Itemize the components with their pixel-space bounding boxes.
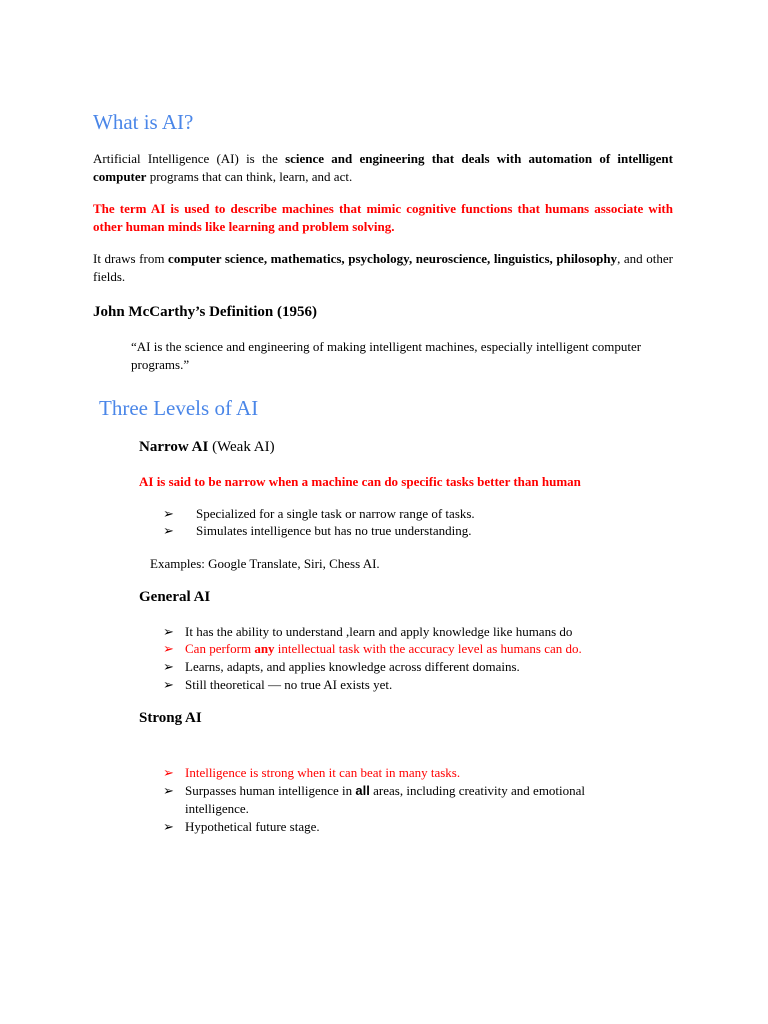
list-item xyxy=(163,782,663,818)
bullet-prefix: Can perform xyxy=(185,641,255,656)
list-item xyxy=(163,818,663,836)
bullet-bold: any xyxy=(254,641,275,656)
bullet-suffix: areas, including creativity and emotional intelligence. xyxy=(185,783,586,816)
definition-suffix: programs that can think, learn, and act. xyxy=(146,168,353,184)
bullet-prefix: Surpasses human intelligence in xyxy=(185,783,356,798)
general-ai-heading: General AI xyxy=(139,589,211,605)
section-title-what-is-ai: What is AI? xyxy=(93,110,194,134)
list-item-text: Still theoretical — no true AI exists yet. xyxy=(185,677,393,692)
definition-prefix: Artificial Intelligence (AI) is the xyxy=(93,151,286,166)
list-item xyxy=(163,676,663,694)
list-item xyxy=(163,505,663,523)
bullet-bold: all xyxy=(355,783,370,798)
ai-definition-paragraph xyxy=(93,150,673,185)
ai-fields-paragraph xyxy=(93,250,673,285)
narrow-ai-heading-bold: Narrow AI xyxy=(139,439,209,455)
list-item-text xyxy=(185,640,582,658)
list-item xyxy=(163,522,663,540)
arrow-bullet-icon: ➢ xyxy=(163,523,174,538)
narrow-ai-examples: Examples: Google Translate, Siri, Chess AI. xyxy=(150,556,380,571)
list-item xyxy=(163,623,663,641)
list-item-text: Simulates intelligence but has no true understanding. xyxy=(196,523,472,538)
fields-suffix: , and other fields. xyxy=(93,251,673,284)
list-item xyxy=(163,640,663,658)
bullet-suffix: intellectual task with the accuracy level as humans can do. xyxy=(274,641,582,656)
list-item-text: It has the ability to understand ,learn and apply knowledge like humans do xyxy=(185,624,573,639)
strong-ai-heading: Strong AI xyxy=(139,710,202,726)
definition-bold: science and engineering that deals with automation of intelligent computer xyxy=(93,151,673,184)
arrow-bullet-icon: ➢ xyxy=(163,783,174,798)
fields-bold: computer science, mathematics, psychology, neuroscience, linguistics, philosophy xyxy=(168,251,618,266)
list-item xyxy=(163,658,663,676)
fields-prefix: It draws from xyxy=(93,251,169,266)
ai-term-paragraph: The term AI is used to describe machines that mimic cognitive functions that humans associate with other human minds like learning and problem solving. xyxy=(93,201,673,234)
narrow-ai-heading xyxy=(139,438,275,456)
section-title-three-levels: Three Levels of AI xyxy=(99,396,259,420)
list-item xyxy=(163,764,663,782)
arrow-bullet-icon: ➢ xyxy=(163,677,174,692)
list-item-text: Hypothetical future stage. xyxy=(185,819,320,834)
list-item-text: Learns, adapts, and applies knowledge across different domains. xyxy=(185,659,520,674)
mccarthy-quote: “AI is the science and engineering of making intelligent machines, especially intelligent computer programs.” xyxy=(131,339,642,372)
list-item-text: Specialized for a single task or narrow range of tasks. xyxy=(196,506,475,521)
list-item-text xyxy=(185,782,635,817)
arrow-bullet-icon: ➢ xyxy=(163,659,174,674)
narrow-ai-heading-rest: (Weak AI) xyxy=(208,439,275,455)
narrow-ai-statement: AI is said to be narrow when a machine can do specific tasks better than human xyxy=(139,474,581,489)
mccarthy-heading: John McCarthy’s Definition (1956) xyxy=(93,304,318,320)
list-item-text: Intelligence is strong when it can beat in many tasks. xyxy=(185,765,461,780)
arrow-bullet-icon: ➢ xyxy=(163,506,174,521)
arrow-bullet-icon: ➢ xyxy=(163,624,174,639)
arrow-bullet-icon: ➢ xyxy=(163,819,174,834)
arrow-bullet-icon: ➢ xyxy=(163,765,174,780)
arrow-bullet-icon: ➢ xyxy=(163,641,174,656)
